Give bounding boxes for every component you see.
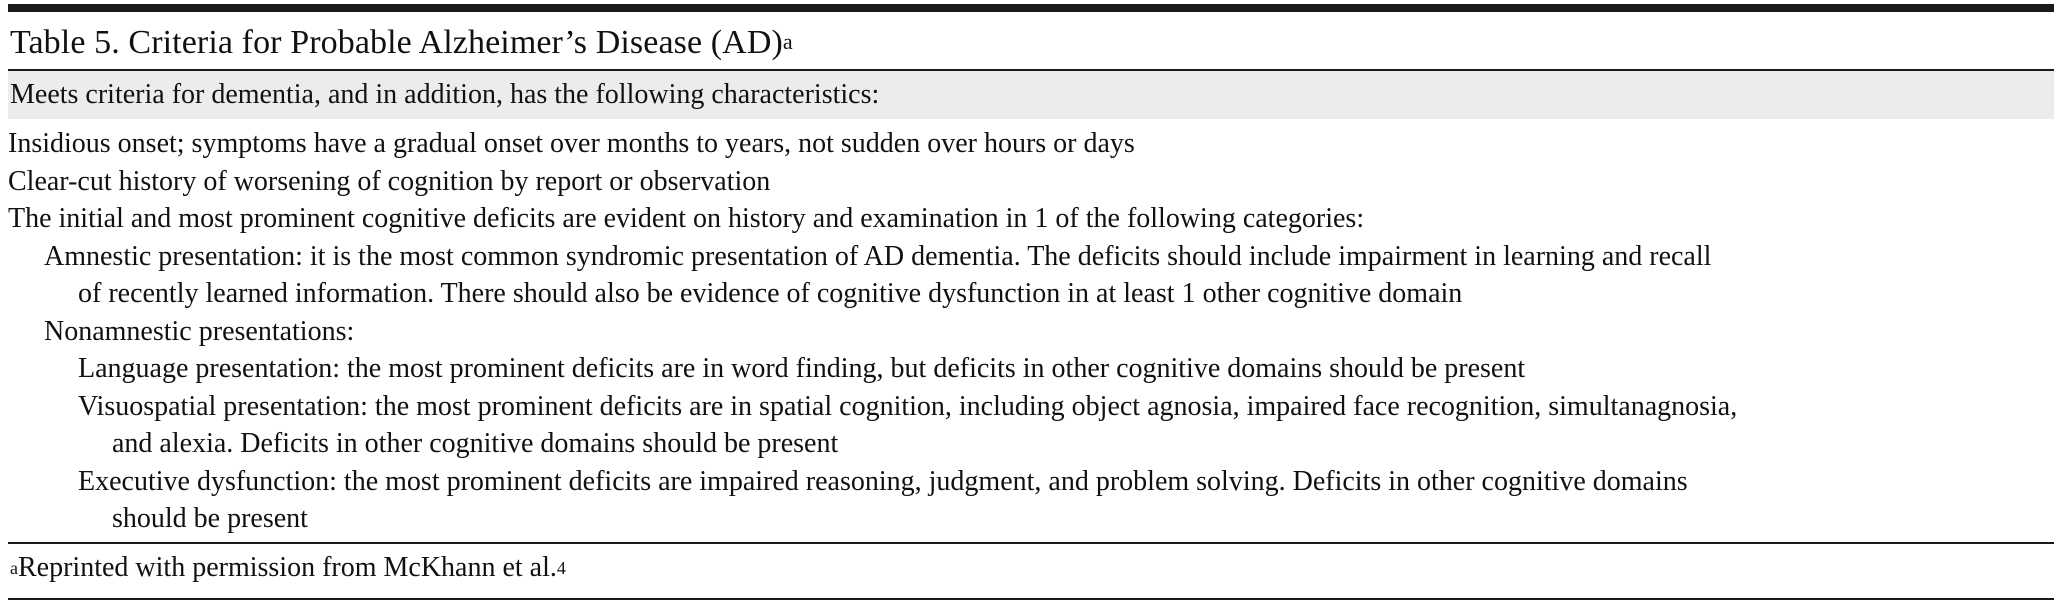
footnote-text: Reprinted with permission from McKhann et al. [18,551,557,583]
table-title [8,20,2054,69]
intro-band [8,71,2054,119]
visuospatial-presentation: Visuospatial presentation: the most prominent deficits are in spatial cognition, including object agnosia, impaired face recognition, simultanagnosia, [78,390,1738,422]
criterion-history: Clear-cut history of worsening of cognition by report or observation [8,165,771,197]
footnote-reference: 4 [556,557,566,578]
executive-dysfunction-cont: should be present [112,503,308,534]
criteria-list [8,125,2054,538]
amnestic-presentation-cont: of recently learned information. There should also be evidence of cognitive dysfunction in at least 1 other cognitive domain [78,278,1463,309]
executive-dysfunction: Executive dysfunction: the most prominent deficits are impaired reasoning, judgment, and problem solving. Deficits in other cognitive domains [78,465,1688,497]
criterion-onset: Insidious onset; symptoms have a gradual onset over months to years, not sudden over hours or days [8,128,1135,159]
table-footnote [8,544,2054,594]
intro-text: Meets criteria for dementia, and in addition, has the following characteristics: [10,79,880,110]
table-container [8,4,2054,600]
footnote-mark: a [10,557,18,578]
table-title-text: Table 5. Criteria for Probable Alzheimer’s Disease (AD) [10,24,783,61]
top-rule [8,4,2054,12]
language-presentation: Language presentation: the most prominent deficits are in word finding, but deficits in other cognitive domains should be present [78,353,1526,384]
bottom-rule [8,598,2054,600]
title-footnote-mark: a [782,29,793,54]
amnestic-presentation: Amnestic presentation: it is the most common syndromic presentation of AD dementia. The deficits should include impairment in learning and recall [44,240,1712,272]
nonamnestic-heading: Nonamnestic presentations: [44,315,355,347]
criterion-deficits: The initial and most prominent cognitive deficits are evident on history and examination in 1 of the following categories: [8,203,1365,234]
visuospatial-presentation-cont: and alexia. Deficits in other cognitive domains should be present [112,428,839,459]
